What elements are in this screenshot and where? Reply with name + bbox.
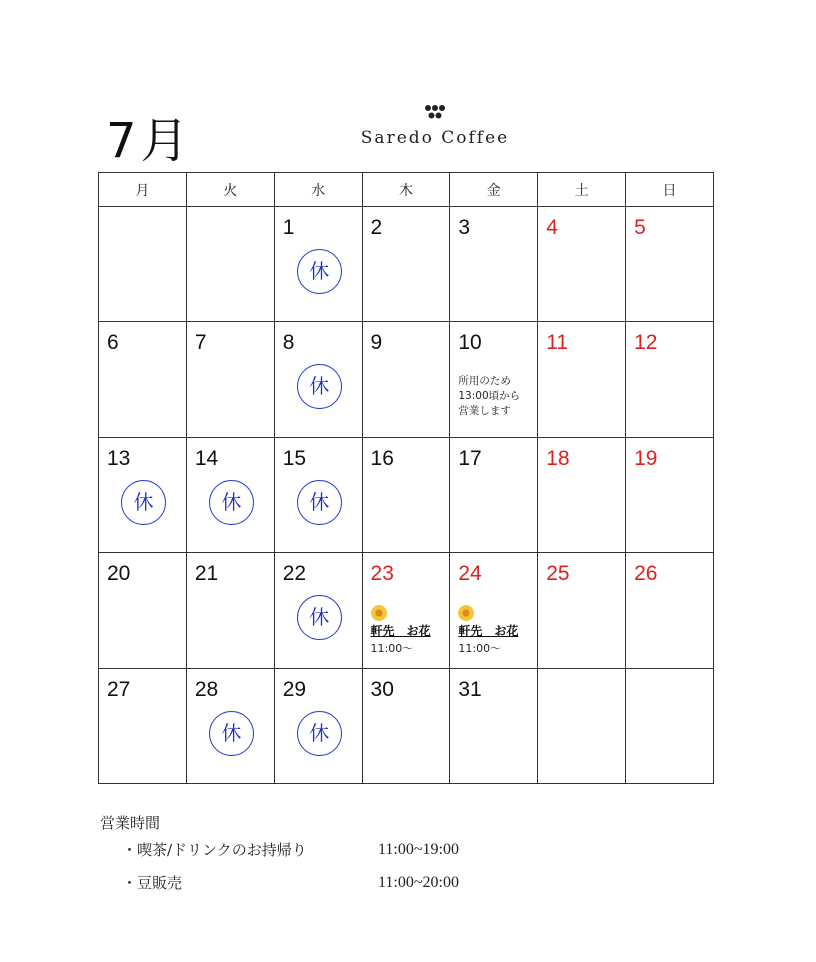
day-number: 23 <box>370 562 394 586</box>
day-number: 14 <box>194 446 219 470</box>
day-number: 17 <box>458 446 482 470</box>
weekday-tue: 火 <box>186 173 274 207</box>
day-note-line: 13:00頃から <box>458 390 521 403</box>
day-number: 1 <box>282 216 295 239</box>
hours-row-cafe <box>100 839 600 866</box>
calendar-week-row <box>99 668 714 783</box>
day-number: 9 <box>370 331 383 355</box>
calendar-day-cell <box>450 322 538 437</box>
calendar-day-cell <box>274 437 362 552</box>
day-number: 19 <box>634 446 658 470</box>
day-number: 6 <box>107 331 119 355</box>
day-number: 3 <box>458 216 471 239</box>
calendar-day-cell <box>538 322 626 437</box>
day-note <box>458 374 540 419</box>
calendar-day-cell <box>99 437 187 552</box>
event-title: 軒先 お花 <box>458 624 519 639</box>
flower-icon <box>458 605 474 621</box>
calendar-week-row <box>99 322 714 437</box>
calendar-week-row <box>99 437 714 552</box>
calendar-day-cell <box>186 322 274 437</box>
day-number: 30 <box>370 677 394 701</box>
calendar-body <box>99 207 714 784</box>
day-number: 7 <box>194 331 207 355</box>
calendar-day-cell <box>538 553 626 668</box>
weekday-thu: 木 <box>362 173 450 207</box>
day-number: 18 <box>546 446 570 470</box>
event-time: 11:00〜 <box>458 642 502 656</box>
hours-time: 11:00~20:00 <box>378 874 459 891</box>
event-title: 軒先 お花 <box>370 624 431 639</box>
closed-day-badge: 休 <box>297 480 342 525</box>
calendar-day-cell <box>362 668 450 783</box>
calendar-day-cell <box>362 322 450 437</box>
calendar-day-cell <box>450 437 538 552</box>
calendar-grid <box>98 172 714 784</box>
day-note-line: 営業します <box>458 405 511 418</box>
day-number: 13 <box>107 446 131 470</box>
calendar-day-cell <box>626 207 714 322</box>
day-event <box>458 605 540 656</box>
hours-label: ・喫茶/ドリンクのお持帰り <box>122 841 307 859</box>
day-number: 27 <box>107 677 131 701</box>
day-number: 24 <box>458 562 482 586</box>
calendar-week-row <box>99 207 714 322</box>
weekday-sat: 土 <box>538 173 626 207</box>
calendar-week-row <box>99 553 714 668</box>
calendar-day-cell <box>450 207 538 322</box>
day-number: 29 <box>282 677 307 701</box>
logo-text: Saredo Coffee <box>360 128 510 148</box>
day-number: 10 <box>458 331 482 355</box>
day-number: 20 <box>107 562 131 586</box>
calendar-day-cell <box>99 322 187 437</box>
calendar-day-cell <box>99 553 187 668</box>
closed-day-badge: 休 <box>297 364 342 409</box>
closed-day-badge: 休 <box>297 595 342 640</box>
day-number: 16 <box>370 446 394 470</box>
day-number: 2 <box>370 216 383 239</box>
closed-day-badge: 休 <box>121 480 166 525</box>
day-note-line: 所用のため <box>458 375 511 388</box>
business-hours-title: 営業時間 <box>100 814 161 832</box>
day-number: 22 <box>282 562 307 586</box>
calendar-day-cell <box>362 553 450 668</box>
calendar-day-cell <box>274 668 362 783</box>
calendar-day-cell <box>450 553 538 668</box>
calendar-empty-cell <box>626 668 714 783</box>
day-number: 28 <box>194 677 219 701</box>
saredo-coffee-logo <box>340 104 530 154</box>
hours-time: 11:00~19:00 <box>378 841 459 858</box>
hours-row-beans <box>100 872 600 899</box>
day-number: 5 <box>634 216 646 239</box>
calendar-day-cell <box>450 668 538 783</box>
calendar-day-cell <box>362 207 450 322</box>
closed-day-badge: 休 <box>209 480 254 525</box>
day-number: 21 <box>194 562 219 586</box>
day-number: 8 <box>282 331 295 355</box>
weekday-sun: 日 <box>626 173 714 207</box>
day-number: 25 <box>546 562 570 586</box>
month-title: 7月 <box>106 113 193 169</box>
weekday-header-row <box>99 173 714 207</box>
calendar-day-cell <box>626 437 714 552</box>
day-number: 12 <box>634 331 658 355</box>
closed-day-badge: 休 <box>297 249 342 294</box>
calendar-day-cell <box>186 437 274 552</box>
calendar-empty-cell <box>99 207 187 322</box>
calendar-day-cell <box>538 437 626 552</box>
calendar-day-cell <box>186 668 274 783</box>
hours-label: ・豆販売 <box>122 874 183 892</box>
business-hours <box>100 812 600 899</box>
day-number: 4 <box>546 216 558 239</box>
day-number: 11 <box>546 331 569 355</box>
calendar-empty-cell <box>186 207 274 322</box>
weekday-wed: 水 <box>274 173 362 207</box>
coffee-beans-icon <box>424 104 446 120</box>
weekday-fri: 金 <box>450 173 538 207</box>
closed-day-badge: 休 <box>297 711 342 756</box>
calendar-empty-cell <box>538 668 626 783</box>
day-number: 15 <box>282 446 307 470</box>
calendar-day-cell <box>186 553 274 668</box>
calendar-day-cell <box>274 553 362 668</box>
calendar-day-cell <box>274 207 362 322</box>
day-number: 31 <box>458 677 482 701</box>
weekday-mon: 月 <box>99 173 187 207</box>
calendar-day-cell <box>538 207 626 322</box>
calendar-day-cell <box>362 437 450 552</box>
closed-day-badge: 休 <box>209 711 254 756</box>
day-number: 26 <box>634 562 658 586</box>
flower-icon <box>371 605 387 621</box>
event-time: 11:00〜 <box>370 642 414 656</box>
calendar-day-cell <box>99 668 187 783</box>
calendar-day-cell <box>274 322 362 437</box>
day-event <box>371 605 453 656</box>
calendar-day-cell <box>626 553 714 668</box>
calendar-day-cell <box>626 322 714 437</box>
